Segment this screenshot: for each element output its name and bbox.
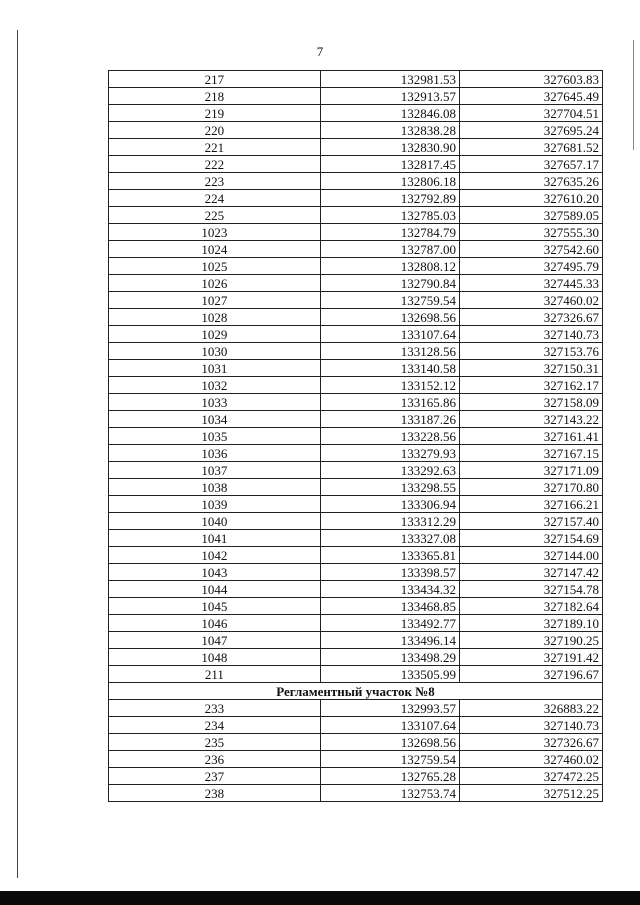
x-coordinate-cell: 132808.12 bbox=[320, 258, 459, 275]
x-coordinate-cell: 133434.32 bbox=[320, 581, 459, 598]
table-row bbox=[109, 513, 603, 530]
x-coordinate-cell: 132838.28 bbox=[320, 122, 459, 139]
y-coordinate-cell: 327147.42 bbox=[459, 564, 602, 581]
page-number: 7 bbox=[316, 44, 324, 59]
y-coordinate-cell: 327445.33 bbox=[459, 275, 602, 292]
x-coordinate-cell: 132698.56 bbox=[320, 734, 459, 751]
table-row bbox=[109, 700, 603, 717]
table-row bbox=[109, 309, 603, 326]
point-number-cell: 217 bbox=[109, 71, 321, 88]
point-number-cell: 1023 bbox=[109, 224, 321, 241]
table-row bbox=[109, 292, 603, 309]
table-row bbox=[109, 785, 603, 802]
coordinates-table-body-bottom bbox=[109, 700, 603, 802]
y-coordinate-cell: 327512.25 bbox=[459, 785, 602, 802]
x-coordinate-cell: 133187.26 bbox=[320, 411, 459, 428]
x-coordinate-cell: 133140.58 bbox=[320, 360, 459, 377]
table-row bbox=[109, 751, 603, 768]
section-header-group bbox=[109, 683, 603, 700]
y-coordinate-cell: 327460.02 bbox=[459, 292, 602, 309]
x-coordinate-cell: 132913.57 bbox=[320, 88, 459, 105]
table-row bbox=[109, 547, 603, 564]
table-row bbox=[109, 224, 603, 241]
table-row bbox=[109, 768, 603, 785]
point-number-cell: 234 bbox=[109, 717, 321, 734]
x-coordinate-cell: 133292.63 bbox=[320, 462, 459, 479]
x-coordinate-cell: 132759.54 bbox=[320, 751, 459, 768]
coordinates-table-body-top bbox=[109, 71, 603, 683]
y-coordinate-cell: 327589.05 bbox=[459, 207, 602, 224]
y-coordinate-cell: 327645.49 bbox=[459, 88, 602, 105]
y-coordinate-cell: 327704.51 bbox=[459, 105, 602, 122]
table-row bbox=[109, 122, 603, 139]
point-number-cell: 1028 bbox=[109, 309, 321, 326]
table-row bbox=[109, 411, 603, 428]
y-coordinate-cell: 327542.60 bbox=[459, 241, 602, 258]
x-coordinate-cell: 133298.55 bbox=[320, 479, 459, 496]
point-number-cell: 1047 bbox=[109, 632, 321, 649]
y-coordinate-cell: 327681.52 bbox=[459, 139, 602, 156]
point-number-cell: 1048 bbox=[109, 649, 321, 666]
table-row bbox=[109, 105, 603, 122]
y-coordinate-cell: 327472.25 bbox=[459, 768, 602, 785]
table-row bbox=[109, 564, 603, 581]
x-coordinate-cell: 132753.74 bbox=[320, 785, 459, 802]
point-number-cell: 1032 bbox=[109, 377, 321, 394]
scan-left-edge-line bbox=[17, 30, 18, 878]
x-coordinate-cell: 133496.14 bbox=[320, 632, 459, 649]
y-coordinate-cell: 327182.64 bbox=[459, 598, 602, 615]
point-number-cell: 1037 bbox=[109, 462, 321, 479]
y-coordinate-cell: 327161.41 bbox=[459, 428, 602, 445]
y-coordinate-cell: 327140.73 bbox=[459, 326, 602, 343]
point-number-cell: 225 bbox=[109, 207, 321, 224]
x-coordinate-cell: 132785.03 bbox=[320, 207, 459, 224]
table-row bbox=[109, 326, 603, 343]
y-coordinate-cell: 327158.09 bbox=[459, 394, 602, 411]
x-coordinate-cell: 132817.45 bbox=[320, 156, 459, 173]
y-coordinate-cell: 327657.17 bbox=[459, 156, 602, 173]
x-coordinate-cell: 132759.54 bbox=[320, 292, 459, 309]
x-coordinate-cell: 133505.99 bbox=[320, 666, 459, 683]
y-coordinate-cell: 327144.00 bbox=[459, 547, 602, 564]
y-coordinate-cell: 327171.09 bbox=[459, 462, 602, 479]
point-number-cell: 1042 bbox=[109, 547, 321, 564]
x-coordinate-cell: 132698.56 bbox=[320, 309, 459, 326]
x-coordinate-cell: 132846.08 bbox=[320, 105, 459, 122]
point-number-cell: 1031 bbox=[109, 360, 321, 377]
point-number-cell: 1045 bbox=[109, 598, 321, 615]
section-header-row bbox=[109, 683, 603, 700]
table-row bbox=[109, 360, 603, 377]
x-coordinate-cell: 132765.28 bbox=[320, 768, 459, 785]
y-coordinate-cell: 327162.17 bbox=[459, 377, 602, 394]
x-coordinate-cell: 132806.18 bbox=[320, 173, 459, 190]
point-number-cell: 1030 bbox=[109, 343, 321, 360]
y-coordinate-cell: 327326.67 bbox=[459, 309, 602, 326]
point-number-cell: 1034 bbox=[109, 411, 321, 428]
point-number-cell: 1026 bbox=[109, 275, 321, 292]
table-row bbox=[109, 207, 603, 224]
x-coordinate-cell: 133152.12 bbox=[320, 377, 459, 394]
point-number-cell: 219 bbox=[109, 105, 321, 122]
table-row bbox=[109, 173, 603, 190]
x-coordinate-cell: 132792.89 bbox=[320, 190, 459, 207]
table-row bbox=[109, 343, 603, 360]
y-coordinate-cell: 327150.31 bbox=[459, 360, 602, 377]
x-coordinate-cell: 133306.94 bbox=[320, 496, 459, 513]
table-row bbox=[109, 190, 603, 207]
point-number-cell: 211 bbox=[109, 666, 321, 683]
y-coordinate-cell: 327189.10 bbox=[459, 615, 602, 632]
table-row bbox=[109, 615, 603, 632]
table-row bbox=[109, 445, 603, 462]
y-coordinate-cell: 327635.26 bbox=[459, 173, 602, 190]
y-coordinate-cell: 327610.20 bbox=[459, 190, 602, 207]
x-coordinate-cell: 133327.08 bbox=[320, 530, 459, 547]
y-coordinate-cell: 327196.67 bbox=[459, 666, 602, 683]
table-row bbox=[109, 428, 603, 445]
y-coordinate-cell: 327603.83 bbox=[459, 71, 602, 88]
point-number-cell: 1041 bbox=[109, 530, 321, 547]
x-coordinate-cell: 133228.56 bbox=[320, 428, 459, 445]
x-coordinate-cell: 132993.57 bbox=[320, 700, 459, 717]
x-coordinate-cell: 132830.90 bbox=[320, 139, 459, 156]
point-number-cell: 1040 bbox=[109, 513, 321, 530]
x-coordinate-cell: 133468.85 bbox=[320, 598, 459, 615]
y-coordinate-cell: 327495.79 bbox=[459, 258, 602, 275]
table-row bbox=[109, 530, 603, 547]
x-coordinate-cell: 133128.56 bbox=[320, 343, 459, 360]
point-number-cell: 220 bbox=[109, 122, 321, 139]
point-number-cell: 237 bbox=[109, 768, 321, 785]
point-number-cell: 233 bbox=[109, 700, 321, 717]
point-number-cell: 1033 bbox=[109, 394, 321, 411]
x-coordinate-cell: 132790.84 bbox=[320, 275, 459, 292]
table-row bbox=[109, 275, 603, 292]
y-coordinate-cell: 327166.21 bbox=[459, 496, 602, 513]
y-coordinate-cell: 327167.15 bbox=[459, 445, 602, 462]
scan-bottom-border bbox=[0, 891, 640, 905]
x-coordinate-cell: 133279.93 bbox=[320, 445, 459, 462]
table-row bbox=[109, 632, 603, 649]
table-row bbox=[109, 479, 603, 496]
point-number-cell: 221 bbox=[109, 139, 321, 156]
x-coordinate-cell: 132981.53 bbox=[320, 71, 459, 88]
point-number-cell: 224 bbox=[109, 190, 321, 207]
y-coordinate-cell: 327326.67 bbox=[459, 734, 602, 751]
y-coordinate-cell: 326883.22 bbox=[459, 700, 602, 717]
y-coordinate-cell: 327140.73 bbox=[459, 717, 602, 734]
table-row bbox=[109, 258, 603, 275]
y-coordinate-cell: 327190.25 bbox=[459, 632, 602, 649]
section-title: Регламентный участок №8 bbox=[109, 683, 603, 700]
x-coordinate-cell: 133498.29 bbox=[320, 649, 459, 666]
table-row bbox=[109, 71, 603, 88]
table-row bbox=[109, 598, 603, 615]
point-number-cell: 1046 bbox=[109, 615, 321, 632]
y-coordinate-cell: 327191.42 bbox=[459, 649, 602, 666]
x-coordinate-cell: 133165.86 bbox=[320, 394, 459, 411]
x-coordinate-cell: 133312.29 bbox=[320, 513, 459, 530]
x-coordinate-cell: 133365.81 bbox=[320, 547, 459, 564]
y-coordinate-cell: 327157.40 bbox=[459, 513, 602, 530]
point-number-cell: 1044 bbox=[109, 581, 321, 598]
table-row bbox=[109, 462, 603, 479]
table-row bbox=[109, 717, 603, 734]
x-coordinate-cell: 132787.00 bbox=[320, 241, 459, 258]
point-number-cell: 218 bbox=[109, 88, 321, 105]
y-coordinate-cell: 327170.80 bbox=[459, 479, 602, 496]
y-coordinate-cell: 327154.78 bbox=[459, 581, 602, 598]
point-number-cell: 223 bbox=[109, 173, 321, 190]
table-row bbox=[109, 241, 603, 258]
point-number-cell: 1035 bbox=[109, 428, 321, 445]
point-number-cell: 1043 bbox=[109, 564, 321, 581]
x-coordinate-cell: 133107.64 bbox=[320, 717, 459, 734]
point-number-cell: 222 bbox=[109, 156, 321, 173]
point-number-cell: 1039 bbox=[109, 496, 321, 513]
table-row bbox=[109, 88, 603, 105]
point-number-cell: 1027 bbox=[109, 292, 321, 309]
y-coordinate-cell: 327695.24 bbox=[459, 122, 602, 139]
y-coordinate-cell: 327154.69 bbox=[459, 530, 602, 547]
table-row bbox=[109, 581, 603, 598]
table-row bbox=[109, 734, 603, 751]
table-row bbox=[109, 377, 603, 394]
point-number-cell: 1036 bbox=[109, 445, 321, 462]
table-row bbox=[109, 139, 603, 156]
x-coordinate-cell: 132784.79 bbox=[320, 224, 459, 241]
point-number-cell: 1025 bbox=[109, 258, 321, 275]
point-number-cell: 235 bbox=[109, 734, 321, 751]
point-number-cell: 1024 bbox=[109, 241, 321, 258]
x-coordinate-cell: 133398.57 bbox=[320, 564, 459, 581]
table-row bbox=[109, 496, 603, 513]
y-coordinate-cell: 327153.76 bbox=[459, 343, 602, 360]
table-row bbox=[109, 156, 603, 173]
y-coordinate-cell: 327555.30 bbox=[459, 224, 602, 241]
y-coordinate-cell: 327143.22 bbox=[459, 411, 602, 428]
x-coordinate-cell: 133107.64 bbox=[320, 326, 459, 343]
y-coordinate-cell: 327460.02 bbox=[459, 751, 602, 768]
coordinates-table bbox=[108, 70, 603, 802]
table-row bbox=[109, 666, 603, 683]
table-row bbox=[109, 394, 603, 411]
point-number-cell: 1029 bbox=[109, 326, 321, 343]
point-number-cell: 236 bbox=[109, 751, 321, 768]
point-number-cell: 1038 bbox=[109, 479, 321, 496]
table-row bbox=[109, 649, 603, 666]
x-coordinate-cell: 133492.77 bbox=[320, 615, 459, 632]
point-number-cell: 238 bbox=[109, 785, 321, 802]
